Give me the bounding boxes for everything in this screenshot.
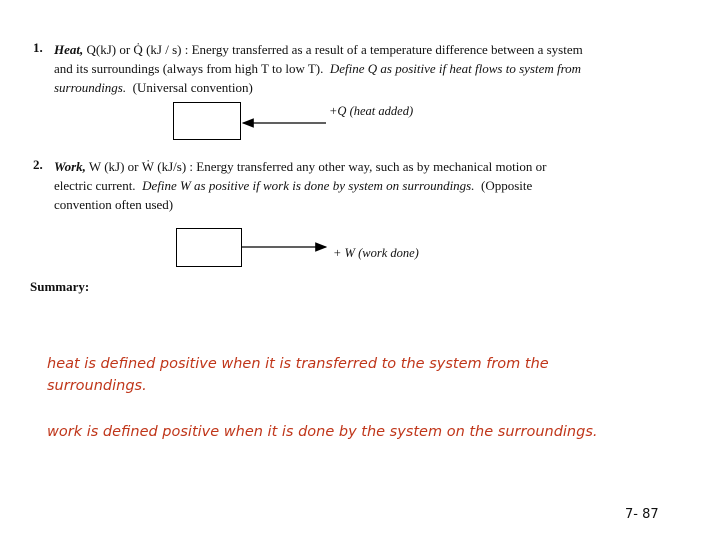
heat-line1: Energy transferred as a result of a temperature difference between a system [191,42,583,57]
work-term: Work, [54,159,86,174]
page-number: 7- 87 [625,507,659,522]
work-sign-convention: work is defined positive when it is done by the system on the surroundings. [47,424,598,440]
work-line2-tail: (Opposite [481,178,533,193]
work-symbols: W (kJ) or Ẇ (kJ/s) : [85,159,197,174]
work-arrow-label: + W (work done) [333,246,419,260]
heat-line3-italic: surroundings. [54,80,127,95]
work-line2-italic: Define W as positive if work is done by system on surroundings. [142,178,475,193]
work-line1: Energy transferred any other way, such as by mechanical motion or [196,159,547,174]
item-2-number: 2. [33,157,43,172]
heat-term: Heat, [54,42,84,57]
summary-label: Summary: [30,279,90,294]
work-line2-plain: electric current. [54,178,136,193]
heat-line2-italic: Define Q as positive if heat flows to system from [329,61,582,76]
heat-line3-plain: (Universal convention) [132,80,253,95]
heat-convention-line1: heat is defined positive when it is transferred to the system from the [47,356,549,372]
work-line3-plain: convention often used) [54,197,174,212]
heat-convention-line2: surroundings. [47,378,147,394]
heat-sign-convention [47,353,549,397]
heat-line2-plain: and its surroundings (always from high T to low T). [54,61,324,76]
heat-symbols: Q(kJ) or Q̇ (kJ / s) : [83,42,192,57]
item-1-number: 1. [33,40,43,55]
heat-arrow-label: +Q (heat added) [329,104,414,118]
